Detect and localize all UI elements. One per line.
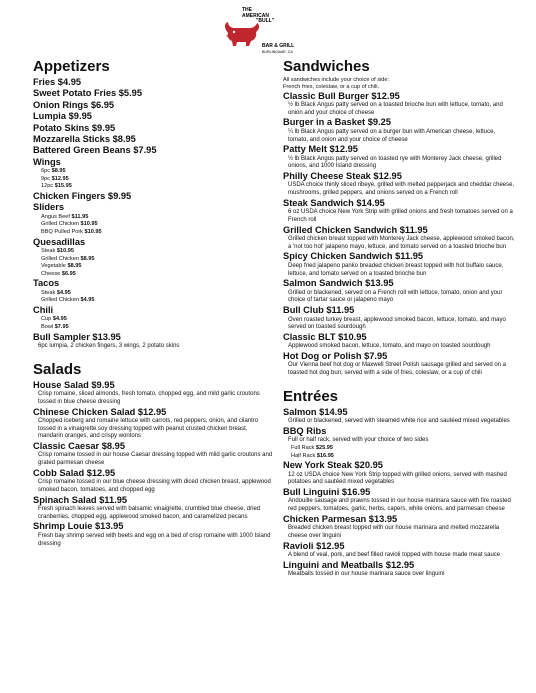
bull-icon (222, 20, 262, 48)
option-label: 6pc (41, 168, 51, 175)
item-description: Full or half rack, served with your choice of two sides (288, 437, 429, 444)
item-description: Fresh bay shrimp served with beets and egg on a bed of crisp romaine with 1000 Island dressing (38, 532, 271, 547)
section-gap (33, 351, 273, 361)
menu-item-salmon: Salmon $14.95 (283, 406, 348, 417)
menu-item-cobb-salad: Cobb Salad $12.95 (33, 467, 116, 478)
option-price: $4.95 (56, 289, 71, 296)
option-label: 9pc (41, 175, 51, 182)
sliders-option (33, 214, 273, 222)
menu-item-house-salad: House Salad $9.95 (33, 379, 115, 390)
option-label: 12pc (41, 183, 54, 190)
option-price: $4.95 (80, 297, 95, 304)
menu-item-battered-green-beans: Battered Green Beans $7.95 (33, 145, 157, 156)
tacos-option (33, 297, 273, 305)
menu-item-new-york-steak: New York Steak $20.95 (283, 460, 383, 471)
item-description: Crisp romaine, sliced almonds, fresh tomato, chopped egg, and mild garlic croutons tossed in blue cheese dressing (38, 391, 260, 405)
item-description: Grilled or blackened, served with steamed white rice and sautéed mixed vegetables (288, 418, 510, 425)
option-price: $16.95 (316, 452, 334, 459)
logo-bar-grill: BAR & GRILL (262, 43, 295, 49)
menu-item-classic-bull-burger: Classic Bull Burger $12.95 (283, 90, 400, 101)
menu-item-sliders: Sliders (33, 202, 65, 213)
restaurant-logo (222, 6, 314, 56)
option-label: Cheese (41, 270, 61, 277)
menu-item-bull-sampler: Bull Sampler $13.95 (33, 331, 121, 342)
item-description: ¼ lb Black Angus patty served on a burger bun with American cheese, lettuce, tomato, and onion and your choice of cheese (288, 128, 496, 143)
option-price: $4.95 (52, 316, 67, 323)
item-description: 6pc lumpia, 2 chicken fingers, 3 wings, 2 potato skins (38, 343, 180, 349)
item-description: A blend of veal, pork, and beef filled ravioli topped with house made meat sauce (288, 552, 501, 559)
menu-item-classic-blt: Classic BLT $10.95 (283, 331, 367, 342)
option-price: $8.95 (80, 255, 95, 262)
option-label: Steak (41, 289, 56, 296)
option-label: Steak (41, 248, 56, 255)
quesadillas-option (33, 271, 273, 279)
menu-item-grilled-chicken-sandwich: Grilled Chicken Sandwich $11.95 (283, 224, 428, 235)
right-column (283, 58, 515, 579)
item-description: USDA choice thinly sliced ribeye, grilled with melted pepperjack and cheddar cheese, mushrooms, grilled peppers, and onions served on a French roll (288, 182, 515, 197)
option-price: $12.95 (51, 175, 69, 182)
menu-item-chili: Chili (33, 305, 54, 315)
item-description: Oven roasted turkey breast, applewood smoked bacon, lettuce, tomato, and mayo served on toasted sourdough (288, 316, 506, 331)
option-price: $10.95 (56, 248, 74, 255)
option-label: Angus Beef (41, 213, 70, 220)
logo-line-american: AMERICAN (242, 12, 269, 19)
quesadillas-option (33, 248, 273, 256)
ribs-option (283, 453, 515, 461)
menu-item-ravioli: Ravioli $12.95 (283, 540, 345, 551)
chili-option (33, 324, 273, 332)
quesadillas-option (33, 263, 273, 271)
sandwiches-heading: Sandwiches (283, 58, 370, 75)
item-description: 12 oz USDA choice New York Strip topped with grilled onions, served with mashed potatoes and sautéed mixed vegetables (288, 471, 507, 486)
option-label: Grilled Chicken (41, 297, 79, 304)
item-description: 6 oz USDA choice New York Strip with grilled onions and fresh tomatoes served on a French roll (288, 209, 513, 223)
menu-item-chicken-parmesan: Chicken Parmesan $13.95 (283, 513, 398, 524)
left-column (33, 58, 273, 548)
menu-item-chinese-chicken-salad: Chinese Chicken Salad $12.95 (33, 406, 167, 417)
quesadillas-option (33, 256, 273, 264)
option-label: Vegetable (41, 263, 66, 270)
menu-item-spinach-salad: Spinach Salad $11.95 (33, 494, 128, 505)
menu-item-bull-club: Bull Club $11.95 (283, 305, 355, 316)
menu-item-patty-melt: Patty Melt $12.95 (283, 144, 358, 155)
option-label: Half Rack (291, 452, 316, 459)
option-price: $8.95 (51, 168, 66, 175)
sliders-option (33, 229, 273, 237)
option-price: $6.95 (61, 270, 76, 277)
option-price: $7.95 (54, 324, 69, 330)
menu-item-spicy-chicken-sandwich: Spicy Chicken Sandwich $11.95 (283, 251, 424, 262)
item-description: Crisp romaine tossed in our blue cheese dressing with diced chicken breast, applewood smoked bacon, tomatoes, and chopped egg (38, 479, 271, 493)
option-label: Bowl (41, 324, 54, 330)
logo-subtitle (262, 44, 294, 55)
menu-item-bbq-ribs: BBQ Ribs (283, 425, 327, 436)
item-description: Our Vienna beef hot dog or Maxwell Street Polish sausage grilled and served on a toasted hot dog bun, served with a side of fries, coleslaw, or a cup of chili (288, 362, 507, 377)
menu-item-bull-linguini: Bull Linguini $16.95 (283, 487, 371, 498)
item-description: Crisp romaine tossed in our house Caesar dressing topped with mild garlic croutons and grated parmesan cheese (38, 452, 273, 467)
option-label: Grilled Chicken (41, 221, 79, 228)
item-description: ½ lb Black Angus patty served on toasted rye with Monterey Jack cheese, grilled onions, and 1000 Island dressing (288, 155, 502, 170)
menu-item-philly-cheese-steak: Philly Cheese Steak $12.95 (283, 171, 402, 182)
menu-item-mozzarella-sticks: Mozzarella Sticks $8.95 (33, 134, 136, 145)
option-label: Grilled Chicken (41, 255, 79, 262)
sandwiches-note: French fries, coleslaw, or a cup of chili. (283, 83, 380, 90)
menu-item-burger-in-a-basket: Burger in a Basket $9.25 (283, 117, 391, 128)
option-label: Cup (41, 316, 52, 323)
menu-item-potato-skins: Potato Skins $9.95 (33, 122, 116, 133)
menu-item-tacos: Tacos (33, 278, 60, 289)
menu-item-hot-dog-or-polish: Hot Dog or Polish $7.95 (283, 351, 388, 362)
wings-option (33, 168, 273, 176)
option-price: $15.95 (54, 183, 72, 190)
salads-heading: Salads (33, 360, 82, 378)
menu-item-lumpia: Lumpia $9.95 (33, 111, 92, 122)
item-description: Deep fried jalapeno panko breaded chicken breast topped with hot buffalo sauce, lettuce, and tomato served on a toasted brioche bun (288, 262, 504, 277)
logo-line-bull: "BULL" (256, 18, 275, 24)
option-price: $11.95 (71, 213, 89, 220)
item-description: Breaded chicken breast topped with our house marinara and melted mozzarella cheese over linguini (288, 525, 500, 539)
menu-item-onion-rings: Onion Rings $6.95 (33, 99, 115, 110)
option-price: $10.95 (84, 229, 102, 236)
item-description: Chopped iceberg and romaine lettuce with carrots, red peppers, onion, and cilantro tossed in a vinaigrette soy dressing topped with peanut crusted chicken breast, mandarin oranges, and crispy wontons (38, 417, 259, 440)
section-gap (283, 378, 515, 388)
option-price: $25.95 (315, 445, 333, 452)
menu-item-salmon-sandwich: Salmon Sandwich $13.95 (283, 278, 394, 289)
option-label: BBQ Pulled Pork (41, 229, 83, 236)
menu-item-fries: Fries $4.95 (33, 77, 82, 87)
menu-item-shrimp-louie: Shrimp Louie $13.95 (33, 521, 124, 532)
logo-line-the: THE (242, 7, 252, 13)
wings-option (33, 183, 273, 191)
chili-option (33, 316, 273, 324)
option-label: Full Rack (291, 445, 315, 452)
item-description: Grilled or blackened, served on a French roll with lettuce, tomato, onion and your choice of tartar sauce or jalapeno mayo (288, 289, 503, 304)
item-description: Meatballs tossed in our house marinara sauce over linguini (288, 571, 445, 578)
menu-item-chicken-fingers: Chicken Fingers $9.95 (33, 191, 132, 202)
option-price: $8.95 (67, 263, 82, 270)
ribs-option (283, 445, 515, 453)
wings-option (33, 176, 273, 184)
item-description: Grilled chicken breast topped with Monterey Jack cheese, applewood smoked bacon, a 'not too hot' jalapeno mayo, lettuce, and tomato served on a toasted brioche bun (288, 236, 515, 250)
logo-location: BURLINGAME, CA (262, 49, 293, 54)
menu-item-sweet-potato-fries: Sweet Potato Fries $5.95 (33, 88, 143, 99)
item-description: Andouille sausage and prawns tossed in our house marinara sauce with fire roasted red peppers, tomatoes, garlic, herbs, capers, white onions, and parmesan cheese (288, 498, 511, 513)
item-description: ½ lb Black Angus patty served on a toasted brioche bun with lettuce, tomato, and onion and your choice of cheese (288, 102, 503, 116)
menu-item-steak-sandwich: Steak Sandwich $14.95 (283, 197, 385, 208)
menu-item-classic-caesar: Classic Caesar $8.95 (33, 441, 126, 452)
item-description: Applewood smoked bacon, lettuce, tomato, and mayo on toasted sourdough (288, 343, 491, 350)
tacos-option (33, 290, 273, 298)
menu-item-linguini-and-meatballs: Linguini and Meatballs $12.95 (283, 559, 415, 570)
menu-item-quesadillas: Quesadillas (33, 236, 86, 247)
sliders-option (33, 221, 273, 229)
menu-item-wings: Wings (33, 156, 61, 167)
option-price: $10.95 (80, 221, 98, 228)
entrees-heading: Entrées (283, 387, 339, 405)
sandwiches-note: All sandwiches include your choice of side: (283, 77, 390, 83)
appetizers-heading: Appetizers (33, 58, 110, 75)
item-description: Fresh spinach leaves served with balsamic vinaigrette, crumbled blue cheese, dried cranberries, chopped egg, applewood smoked bacon, and caramelized pecans (38, 506, 261, 520)
